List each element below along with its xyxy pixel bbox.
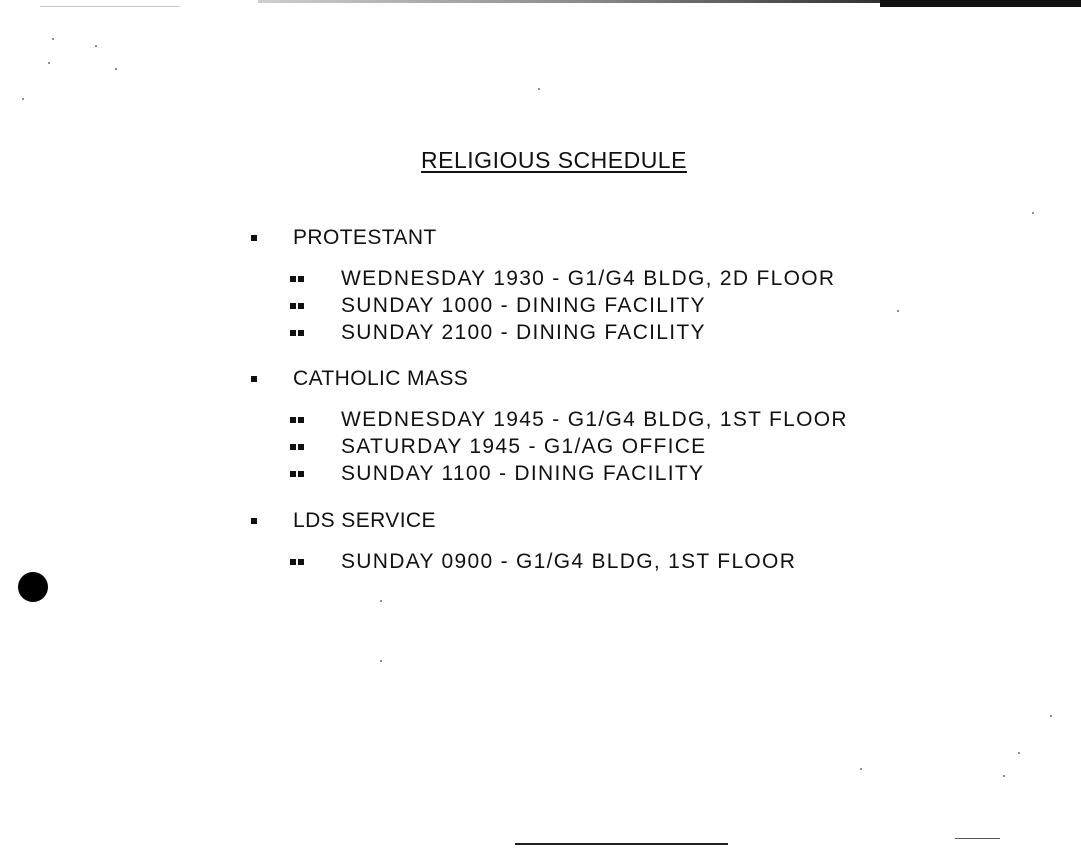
scan-speck [95, 45, 97, 47]
scan-artifact-top-edge [880, 0, 1081, 7]
service-list [248, 548, 796, 575]
service-time-text: SATURDAY 1945 - G1/AG OFFICE [341, 434, 707, 458]
scan-speck [115, 68, 117, 70]
list-item [248, 319, 835, 346]
scan-speck [48, 62, 50, 64]
scan-speck [538, 88, 540, 90]
scan-speck [897, 310, 899, 312]
section-heading-label: CATHOLIC MASS [293, 367, 469, 390]
service-time-text: SUNDAY 2100 - DINING FACILITY [341, 320, 706, 344]
service-list [248, 406, 848, 487]
section-heading-label: PROTESTANT [293, 226, 437, 249]
scan-speck [1018, 752, 1020, 754]
scan-speck [380, 660, 382, 662]
section-heading-label: LDS SERVICE [293, 509, 436, 532]
schedule-section [248, 223, 835, 346]
scan-speck [860, 768, 862, 770]
square-bullet-icon [251, 518, 257, 524]
punch-hole-mark [18, 572, 48, 602]
service-time-text: WEDNESDAY 1945 - G1/G4 BLDG, 1ST FLOOR [341, 407, 848, 431]
scan-artifact-dash [40, 6, 180, 7]
page-title: RELIGIOUS SCHEDULE [421, 147, 687, 173]
service-time-text: SUNDAY 0900 - G1/G4 BLDG, 1ST FLOOR [341, 549, 797, 573]
scan-artifact-bottom-dash [955, 838, 1000, 839]
list-item [248, 433, 848, 460]
section-heading [248, 506, 796, 536]
service-time-text: SUNDAY 1100 - DINING FACILITY [341, 461, 705, 485]
square-bullet-icon [251, 235, 257, 241]
list-item [248, 548, 796, 575]
list-item [248, 265, 835, 292]
service-time-text: WEDNESDAY 1930 - G1/G4 BLDG, 2D FLOOR [341, 266, 836, 290]
double-square-bullet-icon [290, 471, 304, 477]
double-square-bullet-icon [290, 444, 304, 450]
double-square-bullet-icon [290, 330, 304, 336]
list-item [248, 292, 835, 319]
double-square-bullet-icon [290, 276, 304, 282]
scan-speck [22, 98, 24, 100]
list-item [248, 406, 848, 433]
section-heading [248, 364, 848, 394]
square-bullet-icon [251, 376, 257, 382]
scan-speck [380, 600, 382, 602]
scan-speck [52, 38, 54, 40]
double-square-bullet-icon [290, 303, 304, 309]
service-list [248, 265, 835, 346]
list-item [248, 460, 848, 487]
service-time-text: SUNDAY 1000 - DINING FACILITY [341, 293, 706, 317]
scan-speck [1003, 775, 1005, 777]
section-heading [248, 223, 835, 253]
schedule-section [248, 364, 848, 487]
scan-artifact-bottom-rule [515, 843, 728, 845]
double-square-bullet-icon [290, 559, 304, 565]
scan-speck [1050, 715, 1052, 717]
scan-speck [1032, 212, 1034, 214]
double-square-bullet-icon [290, 417, 304, 423]
schedule-section [248, 506, 796, 575]
